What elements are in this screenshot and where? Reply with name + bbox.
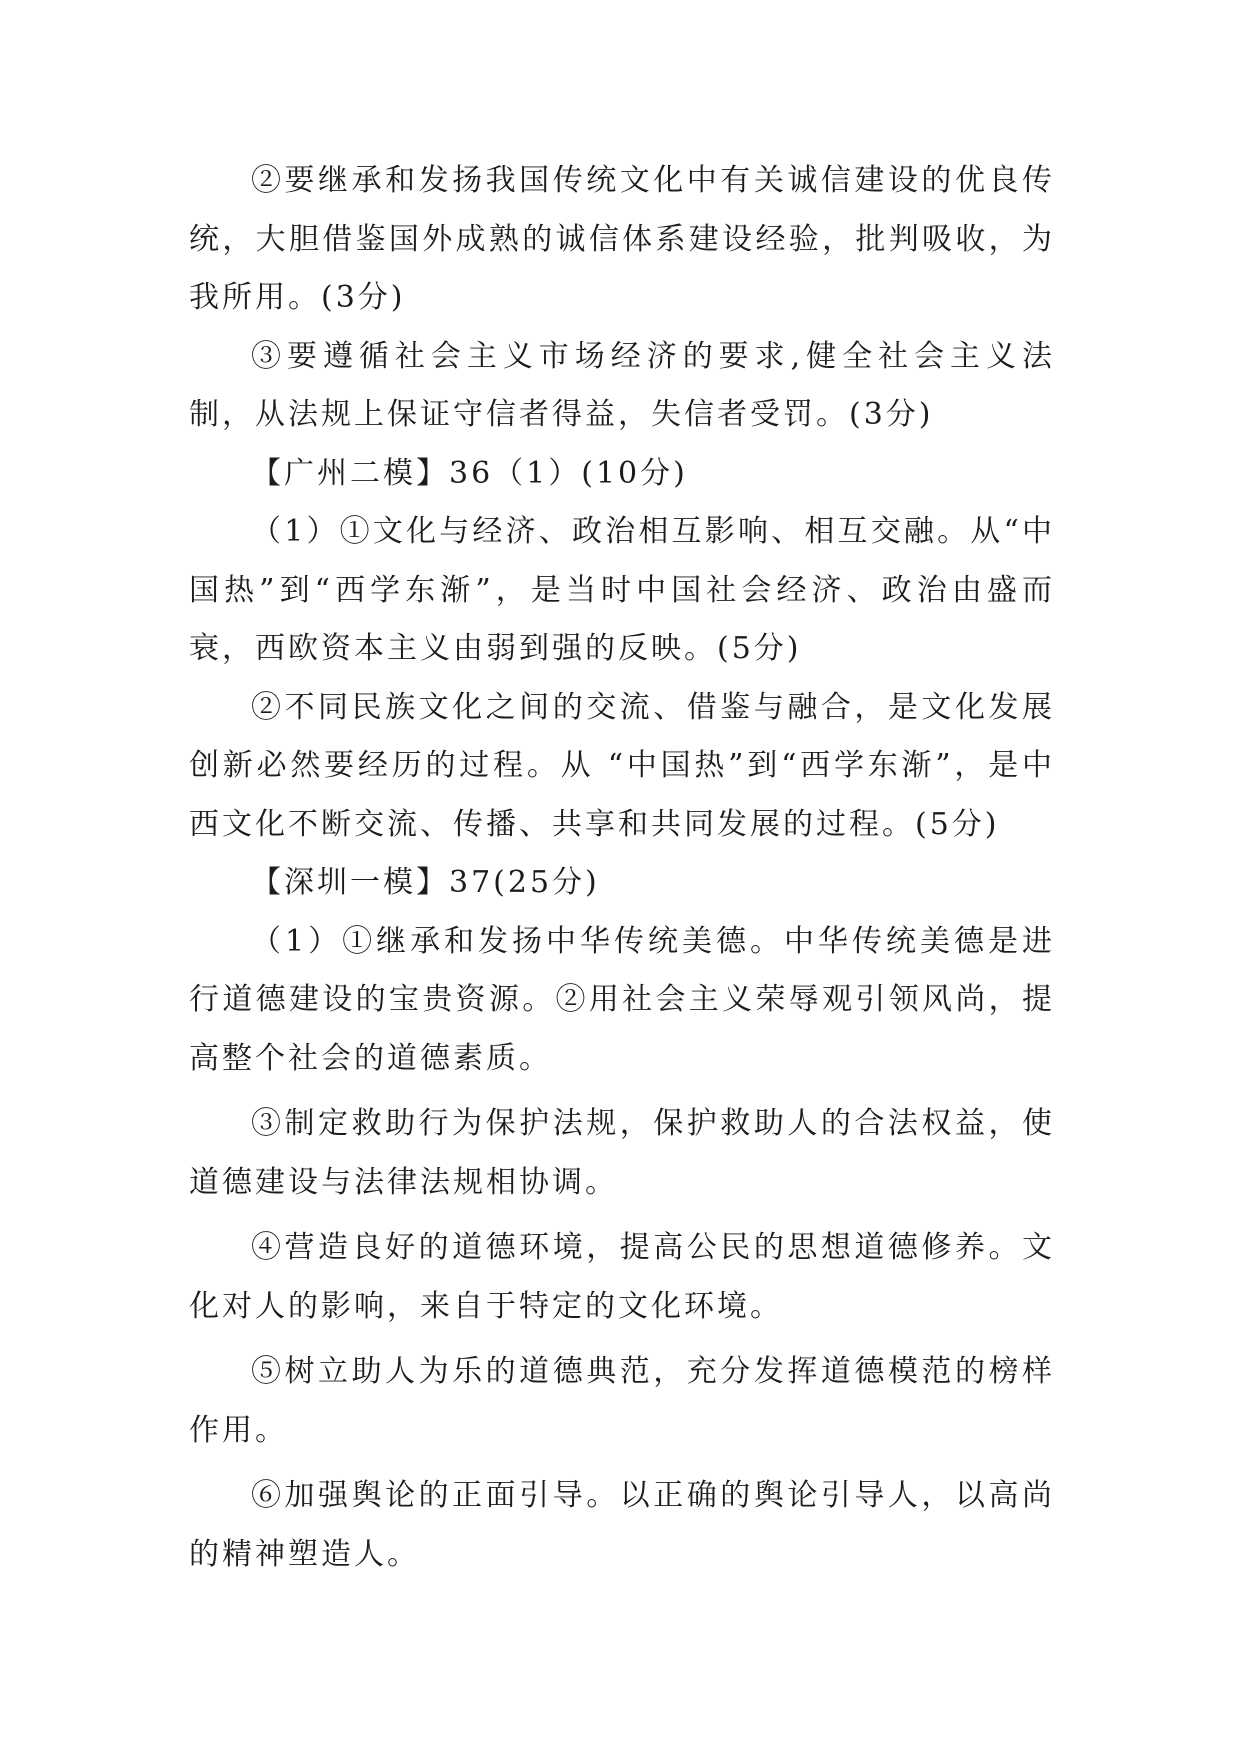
paragraph-gz-answer-1: （1）①文化与经济、政治相互影响、相互交融。从“中国热”到“西学东渐”，是当时中国社会经济、政治由盛而衰，西欧资本主义由弱到强的反映。(5分): [189, 514, 1055, 666]
paragraph-answer-2: ②要继承和发扬我国传统文化中有关诚信建设的优良传统，大胆借鉴国外成熟的诚信体系建设经验，批判吸收，为我所用。(3分): [189, 163, 1055, 315]
paragraph-sz-answer-6: ⑥加强舆论的正面引导。以正确的舆论引导人，以高尚的精神塑造人。: [189, 1478, 1055, 1572]
document-body: [189, 152, 1055, 1584]
paragraph-gz-answer-2: ②不同民族文化之间的交流、借鉴与融合，是文化发展创新必然要经历的过程。从 “中国热”到“西学东渐”，是中西文化不断交流、传播、共享和共同发展的过程。(5分): [189, 689, 1055, 842]
paragraph-answer-3: ③要遵循社会主义市场经济的要求,健全社会主义法制，从法规上保证守信者得益，失信者受罚。(3分): [189, 338, 1055, 432]
paragraph-sz-answer-4: ④营造良好的道德环境，提高公民的思想道德修养。文化对人的影响，来自于特定的文化环境。: [189, 1230, 1055, 1324]
paragraph-sz-answer-3: ③制定救助行为保护法规，保护救助人的合法权益，使道德建设与法律法规相协调。: [189, 1106, 1055, 1200]
paragraph-sz-answer-1: （1）①继承和发扬中华传统美德。中华传统美德是进行道德建设的宝贵资源。②用社会主义荣辱观引领风尚，提高整个社会的道德素质。: [189, 923, 1055, 1076]
paragraph-sz-answer-5: ⑤树立助人为乐的道德典范，充分发挥道德模范的榜样作用。: [189, 1354, 1055, 1448]
section-heading-shenzhen: 【深圳一模】37(25分): [251, 865, 600, 900]
section-heading-guangzhou: 【广州二模】36（1）(10分): [251, 455, 688, 491]
